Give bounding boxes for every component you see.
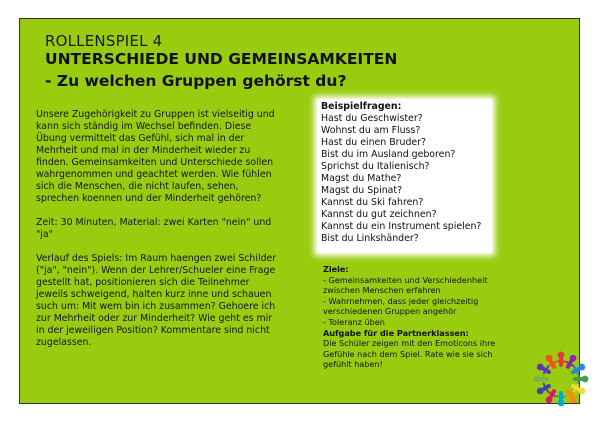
goal-item: - Wahrnehmen, dass jeder gleichzeitig verschiedenen Gruppen angehör xyxy=(323,295,479,317)
goals-section xyxy=(323,264,523,370)
question-item: Hast du Geschwister? xyxy=(321,113,423,124)
title-line1: ROLLENSPIEL 4 xyxy=(45,32,163,50)
people-circle-logo xyxy=(531,349,591,409)
question-item: Bist du Linkshänder? xyxy=(321,233,419,244)
question-item: Kannst du Ski fahren? xyxy=(321,197,424,208)
questions-heading: Beispielfragen: xyxy=(321,101,402,112)
title-line3: - Zu welchen Gruppen gehörst du? xyxy=(45,72,347,90)
intro-paragraph: Unsere Zugehörigkeit zu Gruppen ist vielseitig und kann sich ständig im Wechsel befinden. Diese Übung vermittelt das Gefühl, sich mal in der Mehrheit und mal in der Minderheit wieder zu finden. Gemeinsamkeiten und Unterschiede sollen wahrgenommen und geachtet werden. Wie fühlen sich die Menschen, die nicht laufen, sehen, sprechen koennen und der Minderheit gehören? xyxy=(36,109,275,204)
question-item: Wohnst du am Fluss? xyxy=(321,125,421,136)
question-item: Kannst du ein Instrument spielen? xyxy=(321,221,482,232)
goal-item: - Toleranz üben xyxy=(323,316,385,327)
question-item: Magst du Spinat? xyxy=(321,185,403,196)
card xyxy=(19,18,580,404)
people-ring xyxy=(534,352,589,407)
question-item: Magst du Mathe? xyxy=(321,173,402,184)
example-questions-box xyxy=(317,99,492,253)
title-line2: UNTERSCHIEDE UND GEMEINSAMKEITEN xyxy=(45,50,398,68)
partner-task-heading: Aufgabe für die Partnerklassen: xyxy=(323,327,469,338)
goal-item: - Gemeinsamkeiten und Verschiedenheit zwischen Menschen erfahren xyxy=(323,274,488,296)
question-item: Kannst du gut zeichnen? xyxy=(321,209,437,220)
goals-heading: Ziele: xyxy=(323,264,349,274)
question-item: Bist du im Ausland geboren? xyxy=(321,149,456,160)
question-item: Hast du einen Bruder? xyxy=(321,137,426,148)
procedure-paragraph: Verlauf des Spiels: Im Raum haengen zwei Schilder ("ja", "nein"). Wenn der Lehrer/Schueler eine Frage gestellt hat, positionieren sich die Teilnehmer jeweils schweigend, halten kurz inne und schauen such um: Mit wem bin ich zusammen? Gehoere ich zur Mehrheit oder zur Minderheit? Wie geht es mir in der jeweiligen Position? Kommentare sind nicht zugelassen. xyxy=(36,253,277,348)
description-column xyxy=(36,109,281,361)
question-item: Sprichst du Italienisch? xyxy=(321,161,430,172)
time-material: Zeit: 30 Minuten, Material: zwei Karten "nein" und "ja" xyxy=(36,217,272,240)
partner-task-text: Die Schüler zeigen mit den Emoticons ihre Gefühle nach dem Spiel. Rate wie sie sich gefühlt haben! xyxy=(323,338,496,370)
